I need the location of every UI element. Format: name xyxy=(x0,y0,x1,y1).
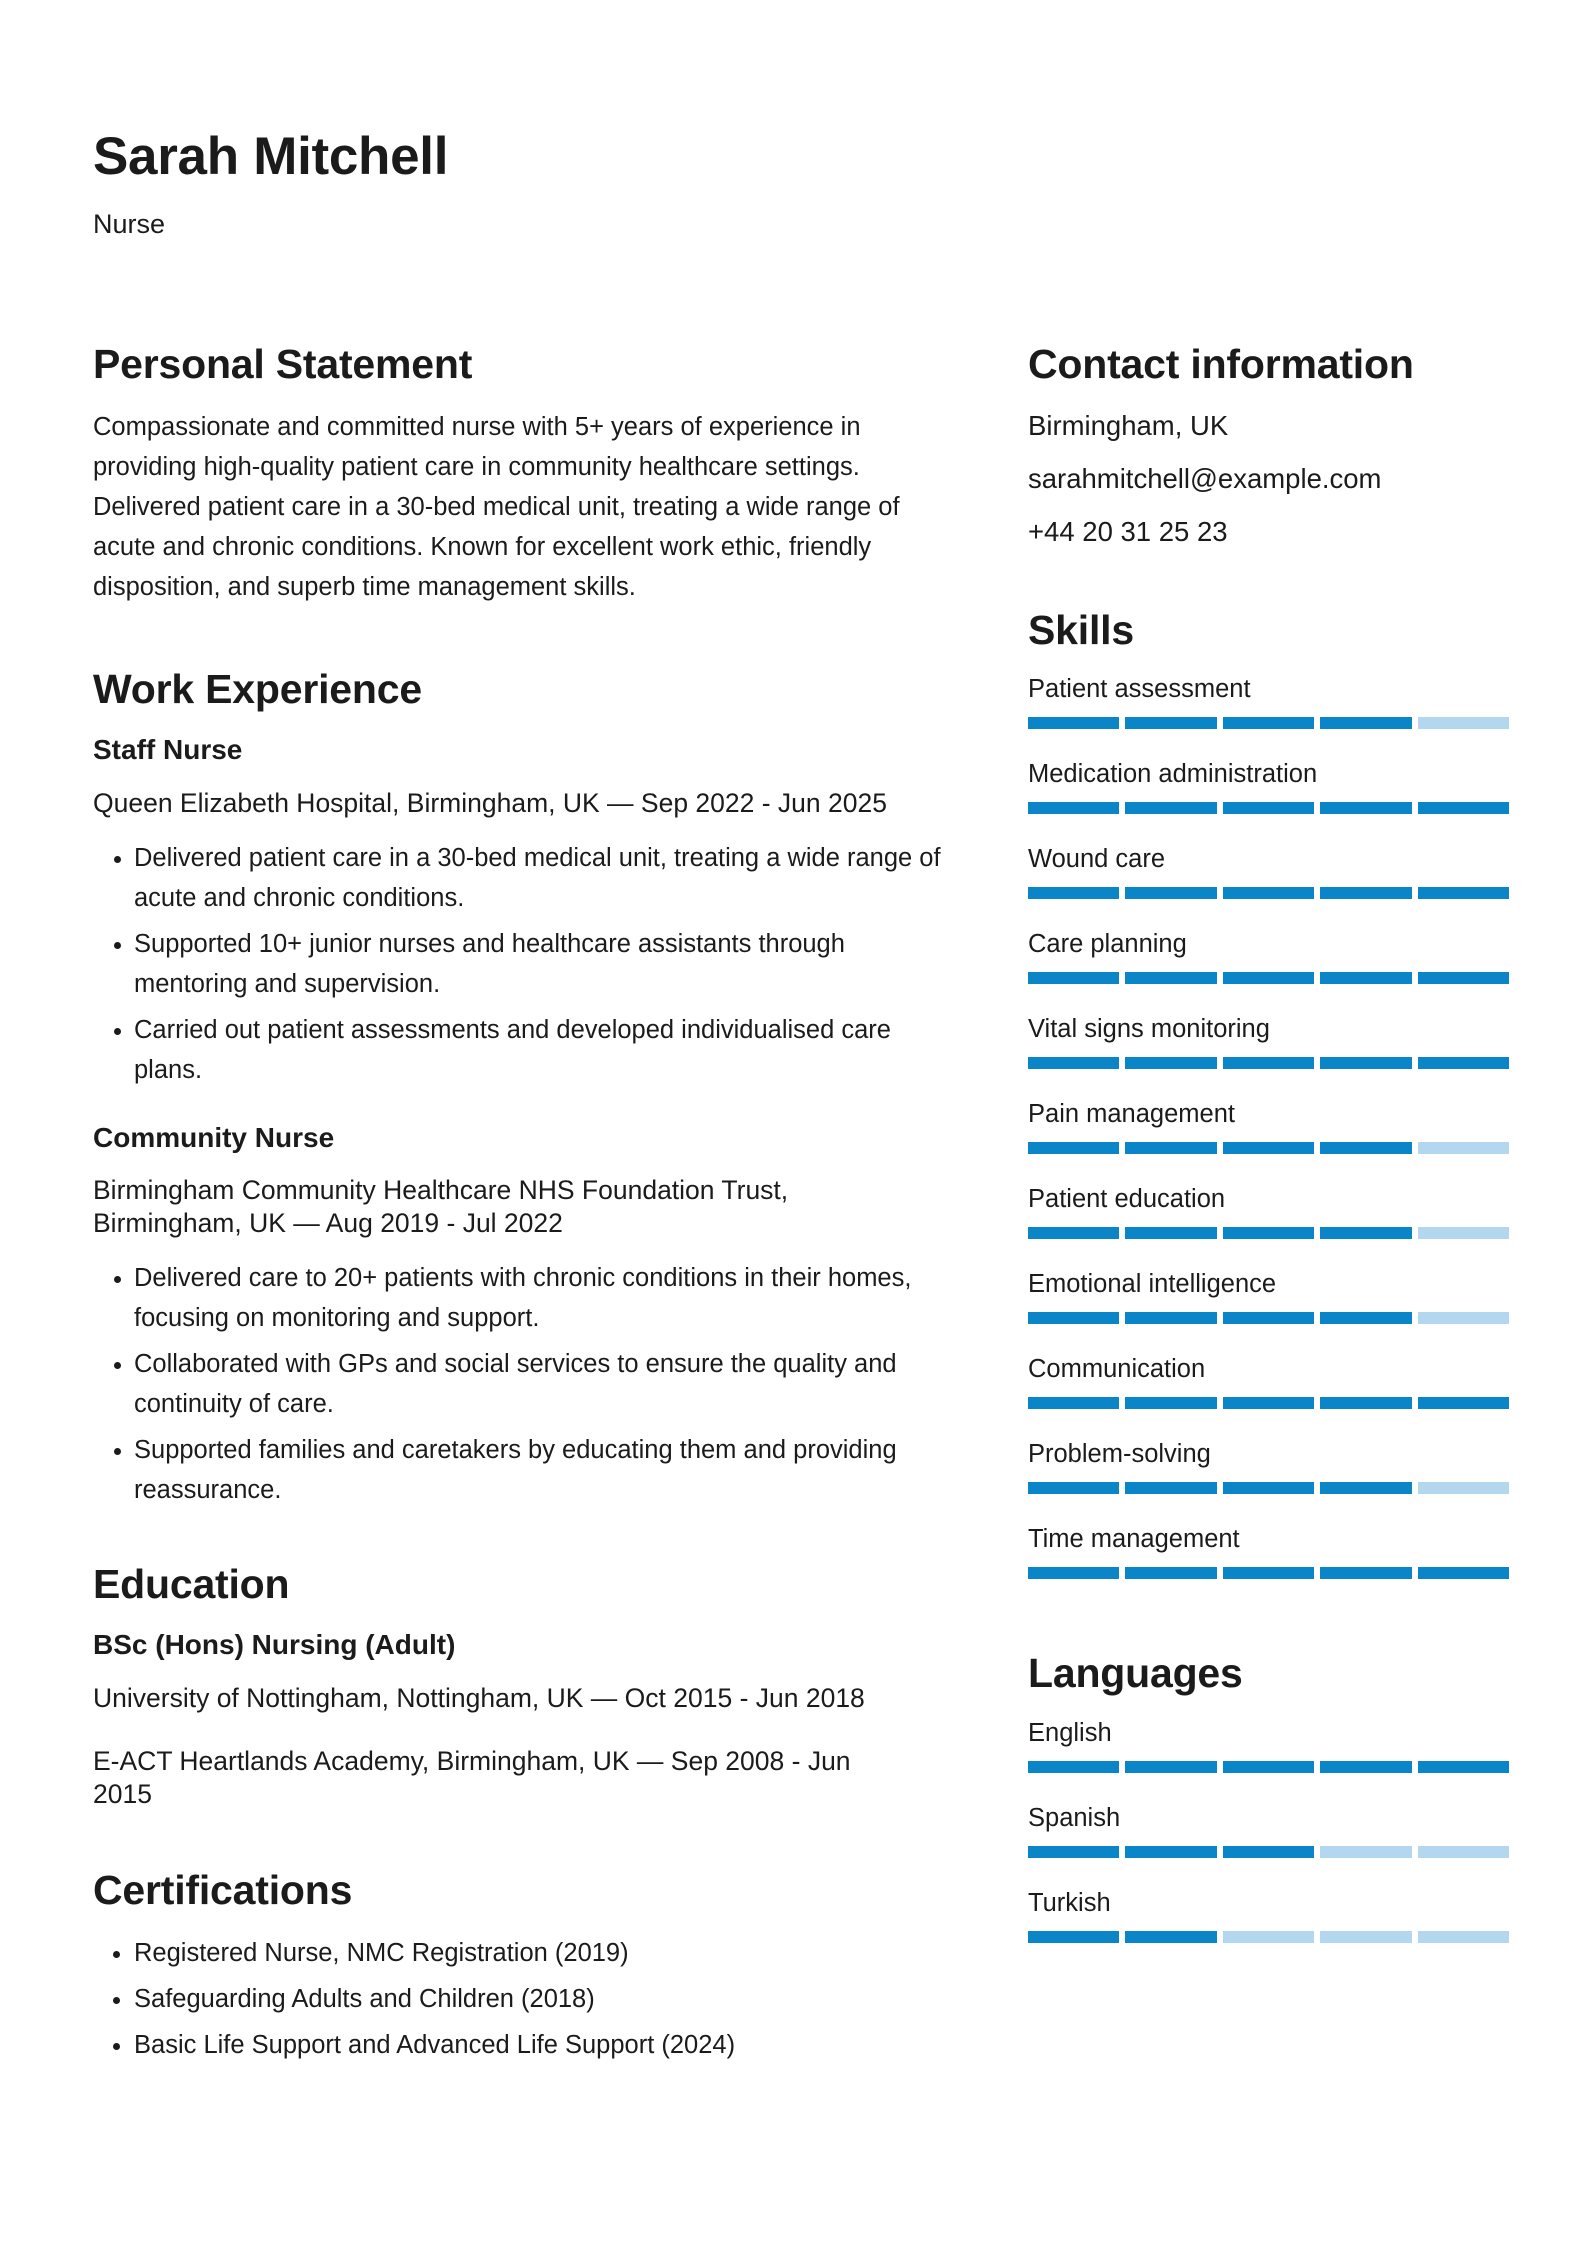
language-level-segment-filled xyxy=(1125,1931,1216,1943)
skill-level-bar xyxy=(1028,1057,1509,1069)
languages-list xyxy=(1028,1717,1513,1943)
skill-item xyxy=(1028,673,1513,729)
skill-level-bar xyxy=(1028,1312,1509,1324)
certifications-heading: Certifications xyxy=(93,1866,353,1913)
education-line: E-ACT Heartlands Academy, Birmingham, UK — Sep 2008 - Jun 2015 xyxy=(93,1745,851,1809)
contact-location: Birmingham, UK xyxy=(1028,410,1229,442)
skill-item xyxy=(1028,1523,1513,1579)
skill-level-segment-filled xyxy=(1320,1057,1411,1069)
skill-level-bar xyxy=(1028,972,1509,984)
skill-level-segment-filled xyxy=(1320,1482,1411,1494)
language-label: English xyxy=(1028,1718,1112,1747)
skill-level-segment-filled xyxy=(1223,887,1314,899)
skill-level-segment-filled xyxy=(1125,1567,1216,1579)
job-bullet: • Delivered care to 20+ patients with chronic conditions in their homes, focusing on monitoring and support. xyxy=(134,1258,953,1338)
language-item xyxy=(1028,1887,1513,1943)
job-bullets xyxy=(93,1258,953,1510)
skill-level-segment-filled xyxy=(1125,802,1216,814)
skill-level-bar xyxy=(1028,1482,1509,1494)
skills-heading: Skills xyxy=(1028,607,1134,654)
skill-level-segment-filled xyxy=(1320,802,1411,814)
contact-heading: Contact information xyxy=(1028,341,1414,387)
skill-item xyxy=(1028,1353,1513,1409)
education-heading: Education xyxy=(93,1561,290,1608)
skill-level-segment-empty xyxy=(1418,1482,1509,1494)
skill-level-segment-filled xyxy=(1418,1567,1509,1579)
work-experience-heading: Work Experience xyxy=(93,666,422,713)
skill-level-segment-filled xyxy=(1223,1567,1314,1579)
skill-level-segment-empty xyxy=(1418,1142,1509,1154)
language-level-bar xyxy=(1028,1931,1509,1943)
skill-level-segment-filled xyxy=(1320,1142,1411,1154)
languages-heading: Languages xyxy=(1028,1650,1243,1697)
skill-level-bar xyxy=(1028,887,1509,899)
skill-level-segment-filled xyxy=(1418,802,1509,814)
skill-level-segment-filled xyxy=(1028,717,1119,729)
job-bullet: • Supported 10+ junior nurses and healthcare assistants through mentoring and supervision. xyxy=(134,924,953,1004)
skill-level-segment-filled xyxy=(1223,972,1314,984)
skill-item xyxy=(1028,928,1513,984)
skill-label: Patient education xyxy=(1028,1185,1226,1214)
job-entry xyxy=(93,1120,953,1510)
skill-level-bar xyxy=(1028,802,1509,814)
skill-label: Communication xyxy=(1028,1355,1206,1384)
skill-level-segment-filled xyxy=(1223,717,1314,729)
skill-level-bar xyxy=(1028,1227,1509,1239)
language-level-segment-filled xyxy=(1125,1761,1216,1773)
job-meta: Queen Elizabeth Hospital, Birmingham, UK — Sep 2022 - Jun 2025 xyxy=(93,787,887,818)
job-bullet: • Delivered patient care in a 30-bed medical unit, treating a wide range of acute and chronic conditions. xyxy=(134,838,953,918)
skill-item xyxy=(1028,1013,1513,1069)
skills-list xyxy=(1028,673,1513,1579)
language-level-segment-empty xyxy=(1320,1846,1411,1858)
language-level-segment-filled xyxy=(1125,1846,1216,1858)
language-level-segment-filled xyxy=(1028,1846,1119,1858)
language-level-segment-filled xyxy=(1418,1761,1509,1773)
skill-level-segment-filled xyxy=(1028,1227,1119,1239)
skill-level-segment-filled xyxy=(1125,1057,1216,1069)
skill-level-bar xyxy=(1028,1397,1509,1409)
skill-item xyxy=(1028,758,1513,814)
contact-email[interactable]: sarahmitchell@example.com xyxy=(1028,463,1382,495)
skill-label: Pain management xyxy=(1028,1100,1235,1129)
skill-label: Care planning xyxy=(1028,930,1187,959)
skills-section xyxy=(1028,606,1513,1579)
certification-item: • Registered Nurse, NMC Registration (2019) xyxy=(134,1933,953,1973)
skill-level-segment-filled xyxy=(1320,1227,1411,1239)
skill-level-segment-filled xyxy=(1223,1227,1314,1239)
language-label: Spanish xyxy=(1028,1803,1121,1832)
language-item xyxy=(1028,1802,1513,1858)
skill-level-bar xyxy=(1028,1567,1509,1579)
skill-level-segment-filled xyxy=(1320,717,1411,729)
language-level-segment-filled xyxy=(1320,1761,1411,1773)
skill-level-segment-filled xyxy=(1125,1142,1216,1154)
skill-level-segment-filled xyxy=(1320,972,1411,984)
skill-level-segment-filled xyxy=(1418,972,1509,984)
skill-level-segment-filled xyxy=(1028,1482,1119,1494)
skill-item xyxy=(1028,1268,1513,1324)
language-level-segment-filled xyxy=(1028,1931,1119,1943)
skill-item xyxy=(1028,1438,1513,1494)
skill-level-segment-filled xyxy=(1418,887,1509,899)
language-level-segment-filled xyxy=(1223,1846,1314,1858)
skill-level-segment-filled xyxy=(1223,1312,1314,1324)
job-meta: Birmingham Community Healthcare NHS Foundation Trust, Birmingham, UK — Aug 2019 - Jul 2022 xyxy=(93,1175,789,1239)
skill-level-segment-filled xyxy=(1320,887,1411,899)
job-bullet: • Collaborated with GPs and social services to ensure the quality and continuity of care. xyxy=(134,1344,953,1424)
job-entry xyxy=(93,732,953,1089)
skill-level-segment-filled xyxy=(1125,972,1216,984)
skill-level-segment-filled xyxy=(1125,1482,1216,1494)
skill-level-segment-filled xyxy=(1028,1142,1119,1154)
skill-level-bar xyxy=(1028,717,1509,729)
skill-level-segment-filled xyxy=(1223,802,1314,814)
skill-level-segment-filled xyxy=(1028,1057,1119,1069)
skill-label: Patient assessment xyxy=(1028,675,1251,704)
skill-level-segment-filled xyxy=(1320,1567,1411,1579)
skill-level-segment-empty xyxy=(1418,717,1509,729)
skill-level-segment-filled xyxy=(1028,1312,1119,1324)
language-item xyxy=(1028,1717,1513,1773)
skill-item xyxy=(1028,1183,1513,1239)
skill-level-segment-filled xyxy=(1028,1567,1119,1579)
skill-level-segment-filled xyxy=(1125,717,1216,729)
certifications-list xyxy=(93,1933,953,2065)
skill-level-segment-filled xyxy=(1223,1142,1314,1154)
candidate-role: Nurse xyxy=(93,209,166,239)
job-title: Community Nurse xyxy=(93,1121,335,1153)
skill-level-segment-filled xyxy=(1028,972,1119,984)
skill-level-segment-filled xyxy=(1223,1482,1314,1494)
skill-level-segment-filled xyxy=(1028,1397,1119,1409)
skill-level-segment-filled xyxy=(1125,1397,1216,1409)
job-bullet: • Carried out patient assessments and developed individualised care plans. xyxy=(134,1010,953,1090)
job-bullet: • Supported families and caretakers by educating them and providing reassurance. xyxy=(134,1430,953,1510)
personal-statement-section xyxy=(93,340,953,607)
language-level-segment-filled xyxy=(1223,1761,1314,1773)
contact-phone[interactable]: +44 20 31 25 23 xyxy=(1028,516,1228,548)
skill-item xyxy=(1028,843,1513,899)
skill-label: Emotional intelligence xyxy=(1028,1270,1277,1299)
language-level-bar xyxy=(1028,1846,1509,1858)
skill-level-segment-filled xyxy=(1418,1057,1509,1069)
work-experience-section xyxy=(93,665,953,1510)
language-level-segment-empty xyxy=(1418,1931,1509,1943)
degree-title: BSc (Hons) Nursing (Adult) xyxy=(93,1629,456,1661)
skill-item xyxy=(1028,1098,1513,1154)
right-column xyxy=(1028,340,1513,1972)
candidate-name: Sarah Mitchell xyxy=(93,127,449,186)
skill-level-segment-filled xyxy=(1028,802,1119,814)
language-level-segment-empty xyxy=(1223,1931,1314,1943)
language-level-segment-empty xyxy=(1418,1846,1509,1858)
skill-level-segment-empty xyxy=(1418,1312,1509,1324)
skill-label: Wound care xyxy=(1028,845,1166,874)
skill-level-bar xyxy=(1028,1142,1509,1154)
skill-label: Vital signs monitoring xyxy=(1028,1015,1270,1044)
education-section xyxy=(93,1560,953,1811)
skill-label: Problem-solving xyxy=(1028,1440,1211,1469)
education-line: University of Nottingham, Nottingham, UK — Oct 2015 - Jun 2018 xyxy=(93,1682,865,1713)
skill-level-segment-filled xyxy=(1418,1397,1509,1409)
skill-level-segment-filled xyxy=(1223,1057,1314,1069)
skill-label: Time management xyxy=(1028,1525,1240,1554)
skill-level-segment-filled xyxy=(1320,1312,1411,1324)
skill-level-segment-filled xyxy=(1125,1312,1216,1324)
certification-item: • Safeguarding Adults and Children (2018) xyxy=(134,1979,953,2019)
language-label: Turkish xyxy=(1028,1888,1111,1917)
personal-statement-heading: Personal Statement xyxy=(93,341,473,387)
left-column xyxy=(93,340,953,2071)
skill-level-segment-filled xyxy=(1125,1227,1216,1239)
contact-section xyxy=(1028,340,1513,551)
job-bullets xyxy=(93,838,953,1090)
certifications-section xyxy=(93,1866,953,2065)
personal-statement-text: Compassionate and committed nurse with 5+ years of experience in providing high-quality patient care in community healthcare settings. Delivered patient care in a 30-bed medical unit, treating a wide range of acute and chronic conditions. Known for excellent work ethic, friendly disposition, and superb time management skills. xyxy=(93,413,900,602)
job-title: Staff Nurse xyxy=(93,734,243,766)
language-level-bar xyxy=(1028,1761,1509,1773)
skill-level-segment-filled xyxy=(1223,1397,1314,1409)
skill-level-segment-empty xyxy=(1418,1227,1509,1239)
language-level-segment-filled xyxy=(1028,1761,1119,1773)
skill-level-segment-filled xyxy=(1320,1397,1411,1409)
languages-section xyxy=(1028,1649,1513,1942)
skill-label: Medication administration xyxy=(1028,760,1318,789)
skill-level-segment-filled xyxy=(1125,887,1216,899)
certification-item: • Basic Life Support and Advanced Life Support (2024) xyxy=(134,2025,953,2065)
language-level-segment-empty xyxy=(1320,1931,1411,1943)
skill-level-segment-filled xyxy=(1028,887,1119,899)
